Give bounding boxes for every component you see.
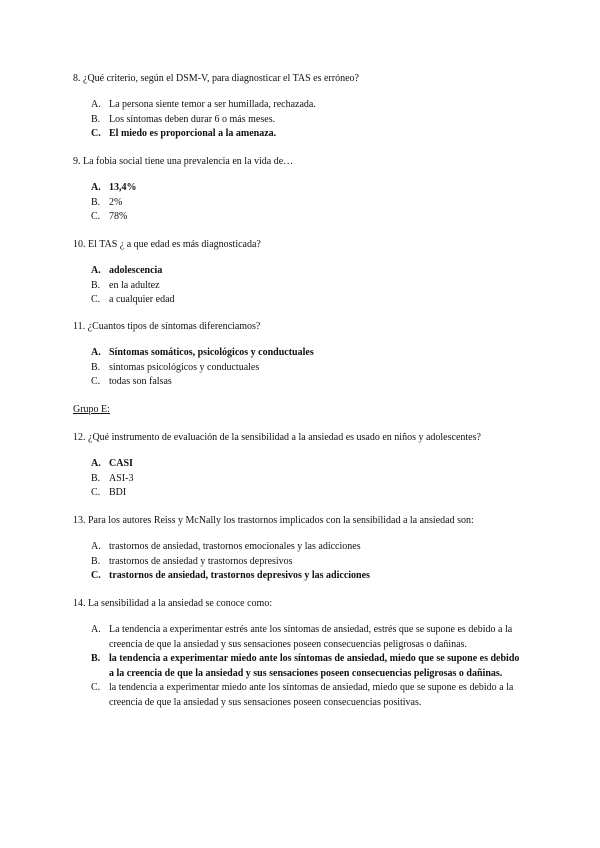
question-10: 10. El TAS ¿ a que edad es más diagnosticada?: [73, 239, 261, 250]
option-9c: [91, 210, 521, 225]
option-text: a cualquier edad: [109, 294, 175, 305]
option-text: todas son falsas: [109, 376, 172, 387]
question-11-options: [91, 346, 521, 390]
option-letter: B.: [91, 472, 101, 484]
option-9a: [91, 181, 521, 196]
option-letter: C.: [91, 570, 101, 581]
option-text: Los síntomas deben durar 6 o más meses.: [109, 113, 276, 125]
option-text: 2%: [109, 196, 123, 208]
option-13c: [91, 569, 521, 584]
question-14: 14. La sensibilidad a la ansiedad se conoce como:: [73, 598, 273, 609]
question-12-options: [91, 457, 521, 501]
option-text: La tendencia a experimentar estrés ante los síntomas de ansiedad, estrés que se supone es debido a la creencia de que la ansiedad y sus sensaciones poseen consecuencias peligrosas o dañinas.: [109, 624, 513, 650]
option-14c: [91, 681, 521, 710]
option-10a: [91, 264, 521, 279]
option-letter: C.: [91, 294, 101, 305]
option-13b: [91, 555, 521, 570]
option-8b: [91, 113, 521, 128]
question-13-options: [91, 540, 521, 584]
option-11b: [91, 361, 521, 376]
option-11a: [91, 346, 521, 361]
option-text: CASI: [109, 458, 133, 469]
option-14a: [91, 623, 521, 652]
option-letter: C.: [91, 376, 101, 387]
question-8-options: [91, 98, 521, 142]
option-text: Síntomas somáticos, psicológicos y conductuales: [109, 347, 314, 358]
option-9b: [91, 196, 521, 211]
option-13a: [91, 540, 521, 555]
option-letter: C.: [91, 487, 101, 498]
option-text: síntomas psicológicos y conductuales: [109, 361, 260, 373]
option-14b: [91, 652, 521, 681]
option-text: trastornos de ansiedad, trastornos emocionales y las adicciones: [109, 541, 361, 552]
option-letter: B.: [91, 279, 101, 291]
option-12a: [91, 457, 521, 472]
option-12c: [91, 486, 521, 501]
option-text: en la adultez: [109, 279, 160, 291]
option-text: la tendencia a experimentar miedo ante los síntomas de ansiedad, miedo que se supone es debido a la creencia de que la ansiedad y sus sensaciones poseen consecuencias peligrosas o dañinas.: [109, 653, 520, 679]
option-10b: [91, 279, 521, 294]
option-letter: B.: [91, 361, 101, 373]
option-letter: A.: [91, 347, 101, 358]
option-text: 78%: [109, 211, 128, 222]
option-text: trastornos de ansiedad, trastornos depresivos y las adicciones: [109, 570, 370, 581]
option-text: trastornos de ansiedad y trastornos depresivos: [109, 555, 293, 567]
option-text: ASI-3: [109, 472, 134, 484]
option-10c: [91, 293, 521, 308]
option-11c: [91, 375, 521, 390]
option-letter: A.: [91, 182, 101, 193]
option-text: BDI: [109, 487, 127, 498]
group-e-title: Grupo E:: [73, 404, 110, 415]
option-letter: A.: [91, 458, 101, 469]
option-8a: [91, 98, 521, 113]
option-letter: A.: [91, 541, 101, 552]
option-12b: [91, 472, 521, 487]
option-letter: B.: [91, 653, 101, 664]
option-text: La persona siente temor a ser humillada, rechazada.: [109, 99, 316, 110]
question-11: 11. ¿Cuantos tipos de síntomas diferenciamos?: [73, 321, 261, 332]
option-letter: A.: [91, 99, 101, 110]
question-12: 12. ¿Qué instrumento de evaluación de la sensibilidad a la ansiedad es usado en niños y adolescentes?: [73, 432, 481, 443]
option-letter: C.: [91, 682, 101, 693]
question-10-options: [91, 264, 521, 308]
option-text: 13,4%: [109, 182, 137, 193]
option-letter: B.: [91, 113, 101, 125]
question-13: 13. Para los autores Reiss y McNally los trastornos implicados con la sensibilidad a la ansiedad son:: [73, 515, 474, 526]
option-letter: B.: [91, 196, 101, 208]
question-8: 8. ¿Qué criterio, según el DSM-V, para diagnosticar el TAS es erróneo?: [73, 73, 359, 84]
option-text: El miedo es proporcional a la amenaza.: [109, 128, 277, 139]
option-letter: A.: [91, 265, 101, 276]
option-8c: [91, 127, 521, 142]
option-letter: C.: [91, 128, 101, 139]
option-text: la tendencia a experimentar miedo ante los síntomas de ansiedad, miedo que se supone es debido a la creencia de que la ansiedad y sus sensaciones poseen consecuencias positivas.: [109, 682, 514, 708]
option-letter: C.: [91, 211, 101, 222]
question-14-options: [91, 623, 521, 710]
option-letter: A.: [91, 624, 101, 635]
option-letter: B.: [91, 555, 101, 567]
question-9: 9. La fobia social tiene una prevalencia en la vida de…: [73, 156, 294, 167]
option-text: adolescencia: [109, 265, 163, 276]
question-9-options: [91, 181, 521, 225]
